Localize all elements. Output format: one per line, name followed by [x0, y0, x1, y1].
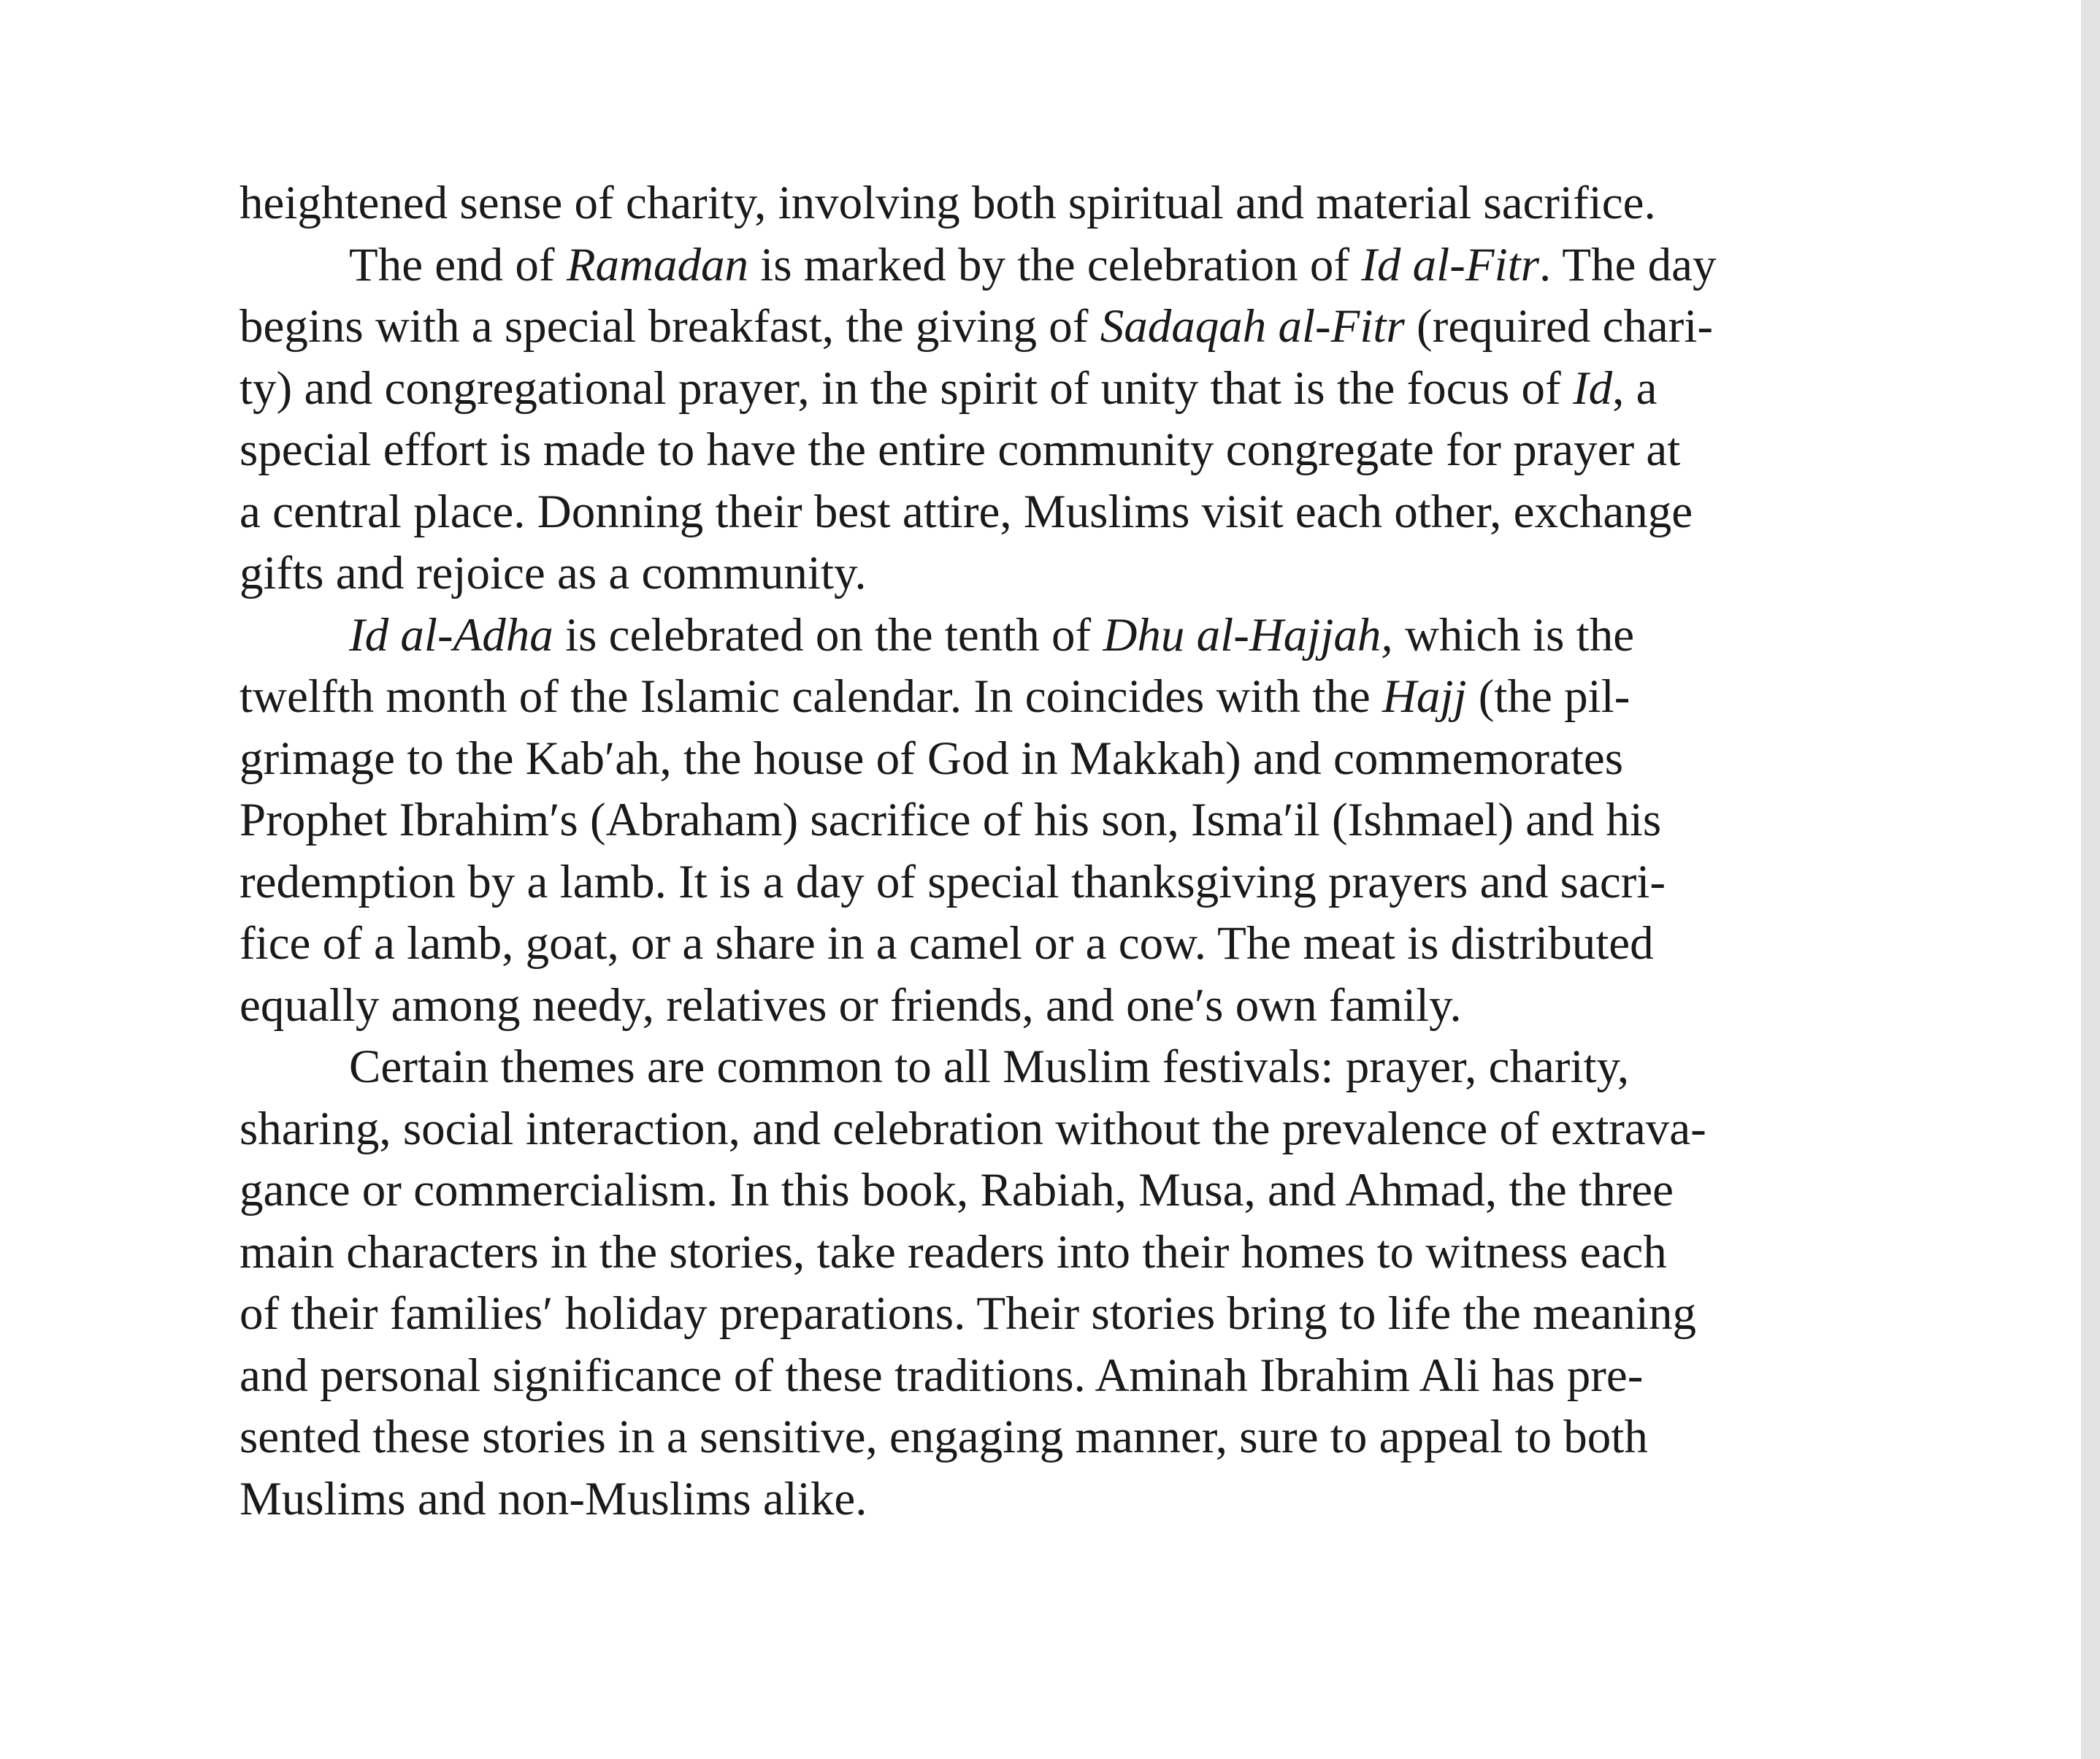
- text-line: [239, 1468, 1919, 1530]
- text-line: [239, 234, 1919, 296]
- italic-term: Sadaqah al-Fitr: [1100, 300, 1405, 353]
- body-text: [239, 172, 1919, 1530]
- italic-term: Hajj: [1382, 670, 1467, 723]
- text-line: [239, 1283, 1919, 1345]
- text-line: [239, 358, 1919, 420]
- text-run: is celebrated on the tenth of: [553, 608, 1103, 662]
- text-line: [239, 543, 1919, 605]
- text-run: fice of a lamb, goat, or a share in a camel or a cow. The meat is distributed: [239, 917, 1654, 970]
- text-line: [239, 728, 1919, 790]
- text-line: [239, 296, 1919, 358]
- text-run: equally among needy, relatives or friends, and one′s own family.: [239, 978, 1462, 1032]
- text-run: grimage to the Kab′ah, the house of God in Makkah) and commemorates: [239, 732, 1624, 785]
- text-run: heightened sense of charity, involving both spiritual and material sacrifice.: [239, 177, 1656, 229]
- text-run: (the pil-: [1466, 670, 1630, 723]
- text-line: [239, 851, 1919, 913]
- text-line: [239, 975, 1919, 1037]
- text-line: [239, 172, 1919, 234]
- italic-term: Id: [1572, 361, 1613, 415]
- text-run: gifts and rejoice as a community.: [239, 547, 867, 599]
- text-line: [239, 913, 1919, 975]
- text-run: sented these stories in a sensitive, engaging manner, sure to appeal to both: [239, 1411, 1648, 1463]
- text-run: which is the: [1392, 608, 1635, 662]
- text-run: Prophet Ibrahim′s (Abraham) sacrifice of his son, Isma′il (Ishmael) and his: [239, 794, 1662, 846]
- text-line: [239, 1036, 1919, 1098]
- text-run: begins with a special breakfast, the giving of: [239, 300, 1100, 353]
- italic-term: Dhu al-Hajjah,: [1103, 608, 1393, 662]
- text-line: [239, 1098, 1919, 1160]
- text-run: redemption by a lamb. It is a day of special thanksgiving prayers and sacri-: [239, 855, 1666, 908]
- text-run: Muslims and non-Muslims alike.: [239, 1472, 867, 1525]
- text-run: of their families′ holiday preparations. Their stories bring to life the meaning: [239, 1287, 1696, 1340]
- text-run: The end of: [349, 238, 567, 291]
- text-run: and personal significance of these traditions. Aminah Ibrahim Ali has pre-: [239, 1349, 1644, 1402]
- text-run: Certain themes are common to all Muslim festivals: prayer, charity,: [349, 1041, 1630, 1093]
- text-run: special effort is made to have the entire community congregate for prayer at: [239, 424, 1681, 476]
- italic-term: Id al-Adha: [349, 608, 553, 662]
- text-run: twelfth month of the Islamic calendar. In coincides with the: [239, 670, 1382, 723]
- text-run: sharing, social interaction, and celebration without the prevalence of extrava-: [239, 1102, 1706, 1155]
- text-run: . The day: [1538, 238, 1717, 291]
- text-line: [239, 481, 1919, 543]
- text-run: is marked by the celebration of: [748, 238, 1362, 291]
- text-line: [239, 1345, 1919, 1407]
- text-line: [239, 1406, 1919, 1468]
- text-line: [239, 1222, 1919, 1284]
- italic-term: Ramadan: [566, 238, 748, 291]
- italic-term: Id al-Fitr: [1361, 238, 1539, 291]
- text-line: [239, 605, 1919, 667]
- text-run: , a: [1612, 361, 1658, 415]
- text-line: [239, 666, 1919, 728]
- text-run: ty) and congregational prayer, in the spirit of unity that is the focus of: [239, 361, 1573, 415]
- text-run: (required chari-: [1404, 300, 1714, 353]
- text-line: [239, 419, 1919, 481]
- text-run: gance or commercialism. In this book, Rabiah, Musa, and Ahmad, the three: [239, 1164, 1674, 1216]
- page-edge-shadow: [2081, 0, 2100, 1759]
- text-run: a central place. Donning their best attire, Muslims visit each other, exchange: [239, 485, 1693, 538]
- text-line: [239, 789, 1919, 851]
- text-run: main characters in the stories, take readers into their homes to witness each: [239, 1225, 1667, 1279]
- text-line: [239, 1160, 1919, 1222]
